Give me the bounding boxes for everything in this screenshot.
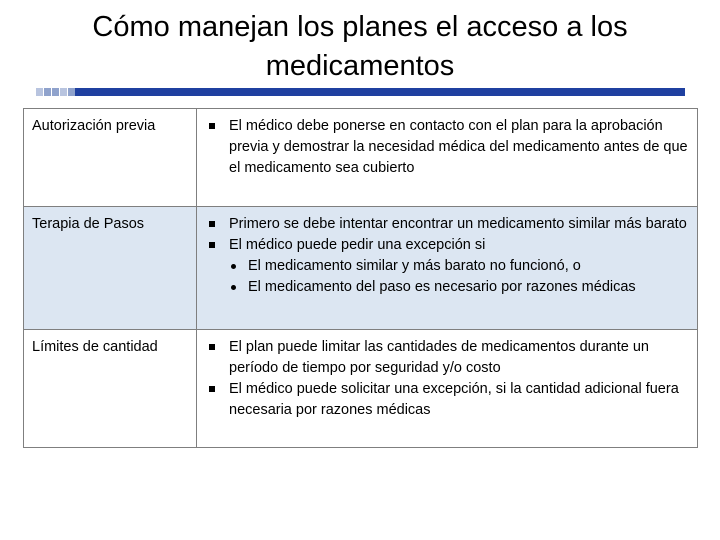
square-bullet-icon: [209, 221, 215, 227]
square-bullet-icon: [209, 386, 215, 392]
table-row: [24, 207, 698, 330]
bullet-list: [205, 214, 689, 298]
round-bullet-icon: [231, 285, 236, 290]
bullet-list: [205, 116, 689, 179]
bullet-item: El médico puede pedir una excepción si El medicamento similar y más barato no funcionó, o El medicamento del paso es necesario por razones médicas: [205, 235, 689, 298]
sub-bullet-list: [229, 256, 689, 298]
square-bullet-icon: [209, 242, 215, 248]
title-rule: [75, 88, 685, 96]
table-row: [24, 109, 698, 207]
bullet-item: El médico debe ponerse en contacto con el plan para la aprobación previa y demostrar la necesidad médica del medicamento antes de que el medicamento sea cubierto: [205, 116, 689, 179]
bullet-item: El médico puede solicitar una excepción, si la cantidad adicional fuera necesaria por razones médicas: [205, 379, 689, 421]
sub-bullet-item: El medicamento similar y más barato no funcionó, o: [229, 256, 689, 277]
row-content: [197, 330, 698, 448]
row-label: Límites de cantidad: [24, 330, 197, 448]
row-content: [197, 109, 698, 207]
round-bullet-icon: [231, 264, 236, 269]
sub-bullet-item: El medicamento del paso es necesario por razones médicas: [229, 277, 689, 298]
table-row: [24, 330, 698, 448]
square-bullet-icon: [209, 344, 215, 350]
title-rule-squares: [36, 88, 75, 96]
square-bullet-icon: [209, 123, 215, 129]
bullet-item: Primero se debe intentar encontrar un medicamento similar más barato: [205, 214, 689, 235]
bullet-list: [205, 337, 689, 421]
bullet-item: El plan puede limitar las cantidades de medicamentos durante un período de tiempo por seguridad y/o costo: [205, 337, 689, 379]
page-title: Cómo manejan los planes el acceso a los medicamentos: [92, 11, 628, 82]
row-label: Terapia de Pasos: [24, 207, 197, 330]
row-label: Autorización previa: [24, 109, 197, 207]
access-table: [23, 108, 698, 448]
row-content: [197, 207, 698, 330]
